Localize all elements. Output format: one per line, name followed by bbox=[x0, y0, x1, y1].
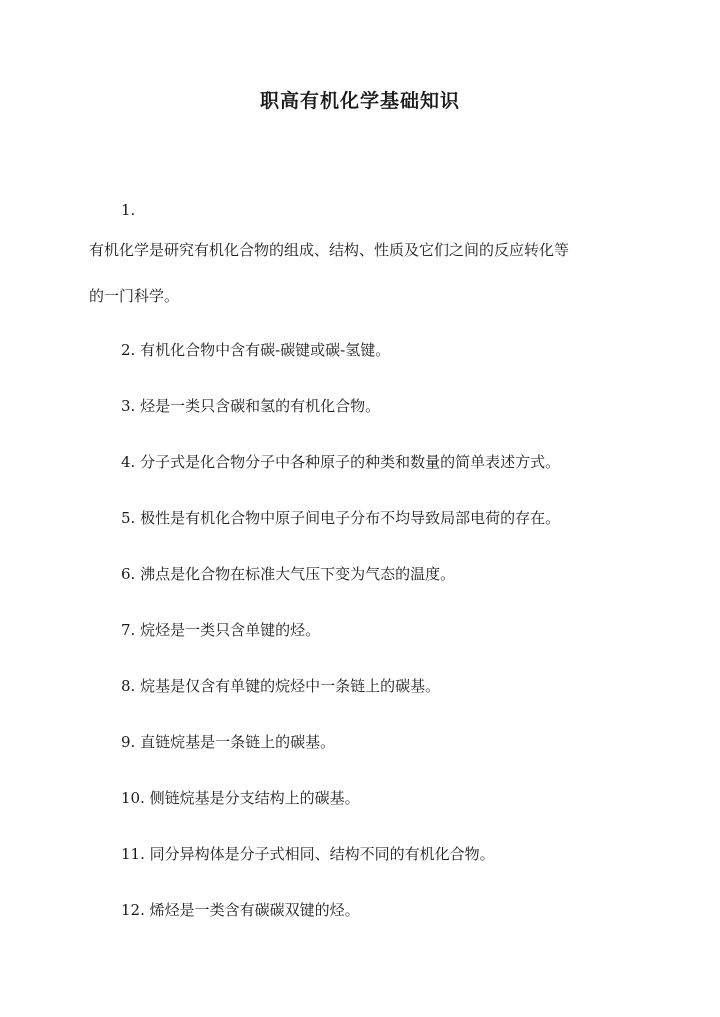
item-text: 直链烷基是一条链上的碳基。 bbox=[140, 733, 336, 751]
item-text: 同分异构体是分子式相同、结构不同的有机化合物。 bbox=[149, 845, 495, 863]
item-number: 3. bbox=[121, 397, 136, 415]
list-item bbox=[121, 200, 135, 220]
list-item bbox=[121, 396, 380, 416]
item-number: 6. bbox=[121, 565, 136, 583]
list-item bbox=[121, 844, 495, 864]
item-text: 烃是一类只含碳和氢的有机化合物。 bbox=[140, 397, 381, 415]
item-number: 8. bbox=[121, 677, 136, 695]
item-number: 1. bbox=[121, 201, 136, 219]
item-text: 侧链烷基是分支结构上的碳基。 bbox=[149, 789, 360, 807]
list-item bbox=[121, 340, 390, 360]
item-text: 烷基是仅含有单键的烷烃中一条链上的碳基。 bbox=[140, 677, 441, 695]
list-item bbox=[121, 788, 360, 808]
item-number: 5. bbox=[121, 509, 136, 527]
item-number: 12. bbox=[121, 901, 145, 919]
item-number: 4. bbox=[121, 453, 136, 471]
item-continuation-line: 有机化学是研究有机化合物的组成、结构、性质及它们之间的反应转化等 bbox=[89, 241, 570, 259]
item-number: 9. bbox=[121, 733, 136, 751]
list-item bbox=[121, 620, 320, 640]
item-text: 烯烃是一类含有碳碳双键的烃。 bbox=[149, 901, 360, 919]
list-item bbox=[121, 564, 455, 584]
item-number: 2. bbox=[121, 341, 136, 359]
list-item bbox=[121, 676, 440, 696]
item-text: 极性是有机化合物中原子间电子分布不均导致局部电荷的存在。 bbox=[140, 509, 561, 527]
item-continuation-line: 的一门科学。 bbox=[89, 287, 180, 305]
item-text: 分子式是化合物分子中各种原子的种类和数量的简单表述方式。 bbox=[140, 453, 561, 471]
item-text: 有机化合物中含有碳-碳键或碳-氢键。 bbox=[140, 341, 391, 359]
item-number: 11. bbox=[121, 845, 145, 863]
item-number: 7. bbox=[121, 621, 136, 639]
list-item bbox=[121, 452, 560, 472]
list-item bbox=[121, 732, 335, 752]
item-text: 烷烃是一类只含单键的烃。 bbox=[140, 621, 321, 639]
list-item bbox=[121, 508, 560, 528]
list-item bbox=[121, 900, 360, 920]
item-text: 沸点是化合物在标准大气压下变为气态的温度。 bbox=[140, 565, 456, 583]
document-title: 职高有机化学基础知识 bbox=[259, 90, 460, 112]
item-number: 10. bbox=[121, 789, 145, 807]
